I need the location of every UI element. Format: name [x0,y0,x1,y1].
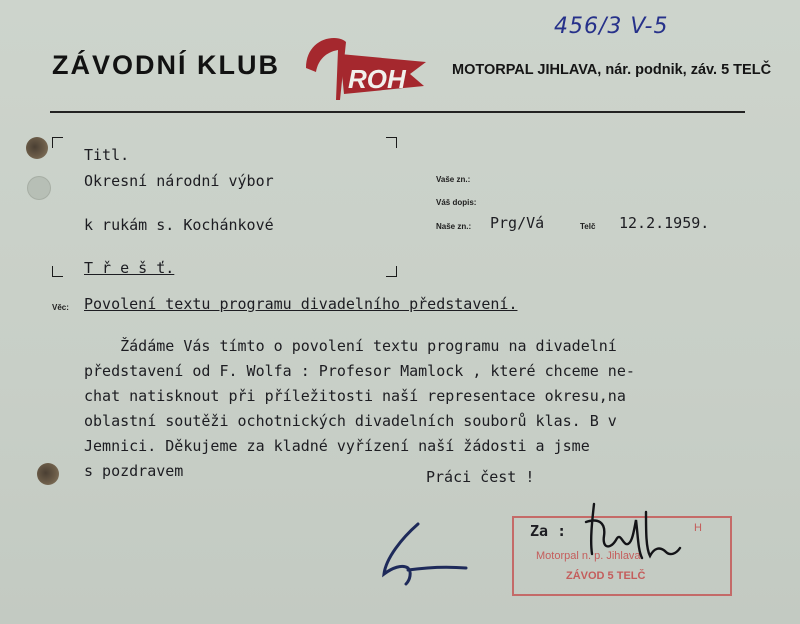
stamp-line-1: H [694,522,702,534]
address-corner-tl [52,137,63,148]
address-city: T ř e š ť. [84,259,175,277]
signature-label: Za : [530,522,567,540]
address-attention: k rukám s. Kochánkové [84,216,274,234]
our-ref-value: Prg/Vá [490,214,545,232]
place-label: Telč [580,222,596,231]
your-letter-label: Váš dopis: [436,198,477,207]
body-line: představení od F. Wolfa : Profesor Mamlock , které chceme ne- [84,362,635,380]
punch-hole-faint [27,176,51,200]
body-line: s pozdravem [84,462,184,480]
handwritten-reference: 456/3 V-5 [554,14,669,39]
our-ref-label: Naše zn.: [436,222,472,231]
signature-mark [580,492,690,582]
club-name: ZÁVODNÍ KLUB [52,50,280,80]
closing-salute: Práci čest ! [426,468,535,486]
subject-label: Věc: [52,303,69,312]
letter-date: 12.2.1959. [619,214,710,232]
your-ref-label: Vaše zn.: [436,175,471,184]
body-line: oblastní soutěži ochotnických divadelních souborů klas. B v [84,412,617,430]
logo-text: ROH [348,64,406,94]
initial-mark [372,518,472,594]
stamp-line-3: ZÁVOD 5 TELČ [566,570,646,582]
body-line: Žádáme Vás tímto o povolení textu programu na divadelní [84,337,617,355]
header-rule [50,111,745,113]
address-corner-tr [386,137,397,148]
stamp-line-2: Motorpal n. p. Jihlava [536,550,641,562]
company-name: MOTORPAL JIHLAVA, nár. podnik, záv. 5 TELČ [452,62,772,78]
address-title: Titl. [84,146,130,164]
roh-logo [300,32,430,104]
body-line: chat natisknout při příležitosti naší representace okresu,na [84,387,626,405]
address-office: Okresní národní výbor [84,172,274,190]
punch-hole-top [26,137,48,159]
punch-hole-bottom [37,463,59,485]
subject-text: Povolení textu programu divadelního představení. [84,295,518,313]
address-corner-br [386,266,397,277]
body-line: Jemnici. Děkujeme za kladné vyřízení naší žádosti a jsme [84,437,590,455]
address-corner-bl [52,266,63,277]
